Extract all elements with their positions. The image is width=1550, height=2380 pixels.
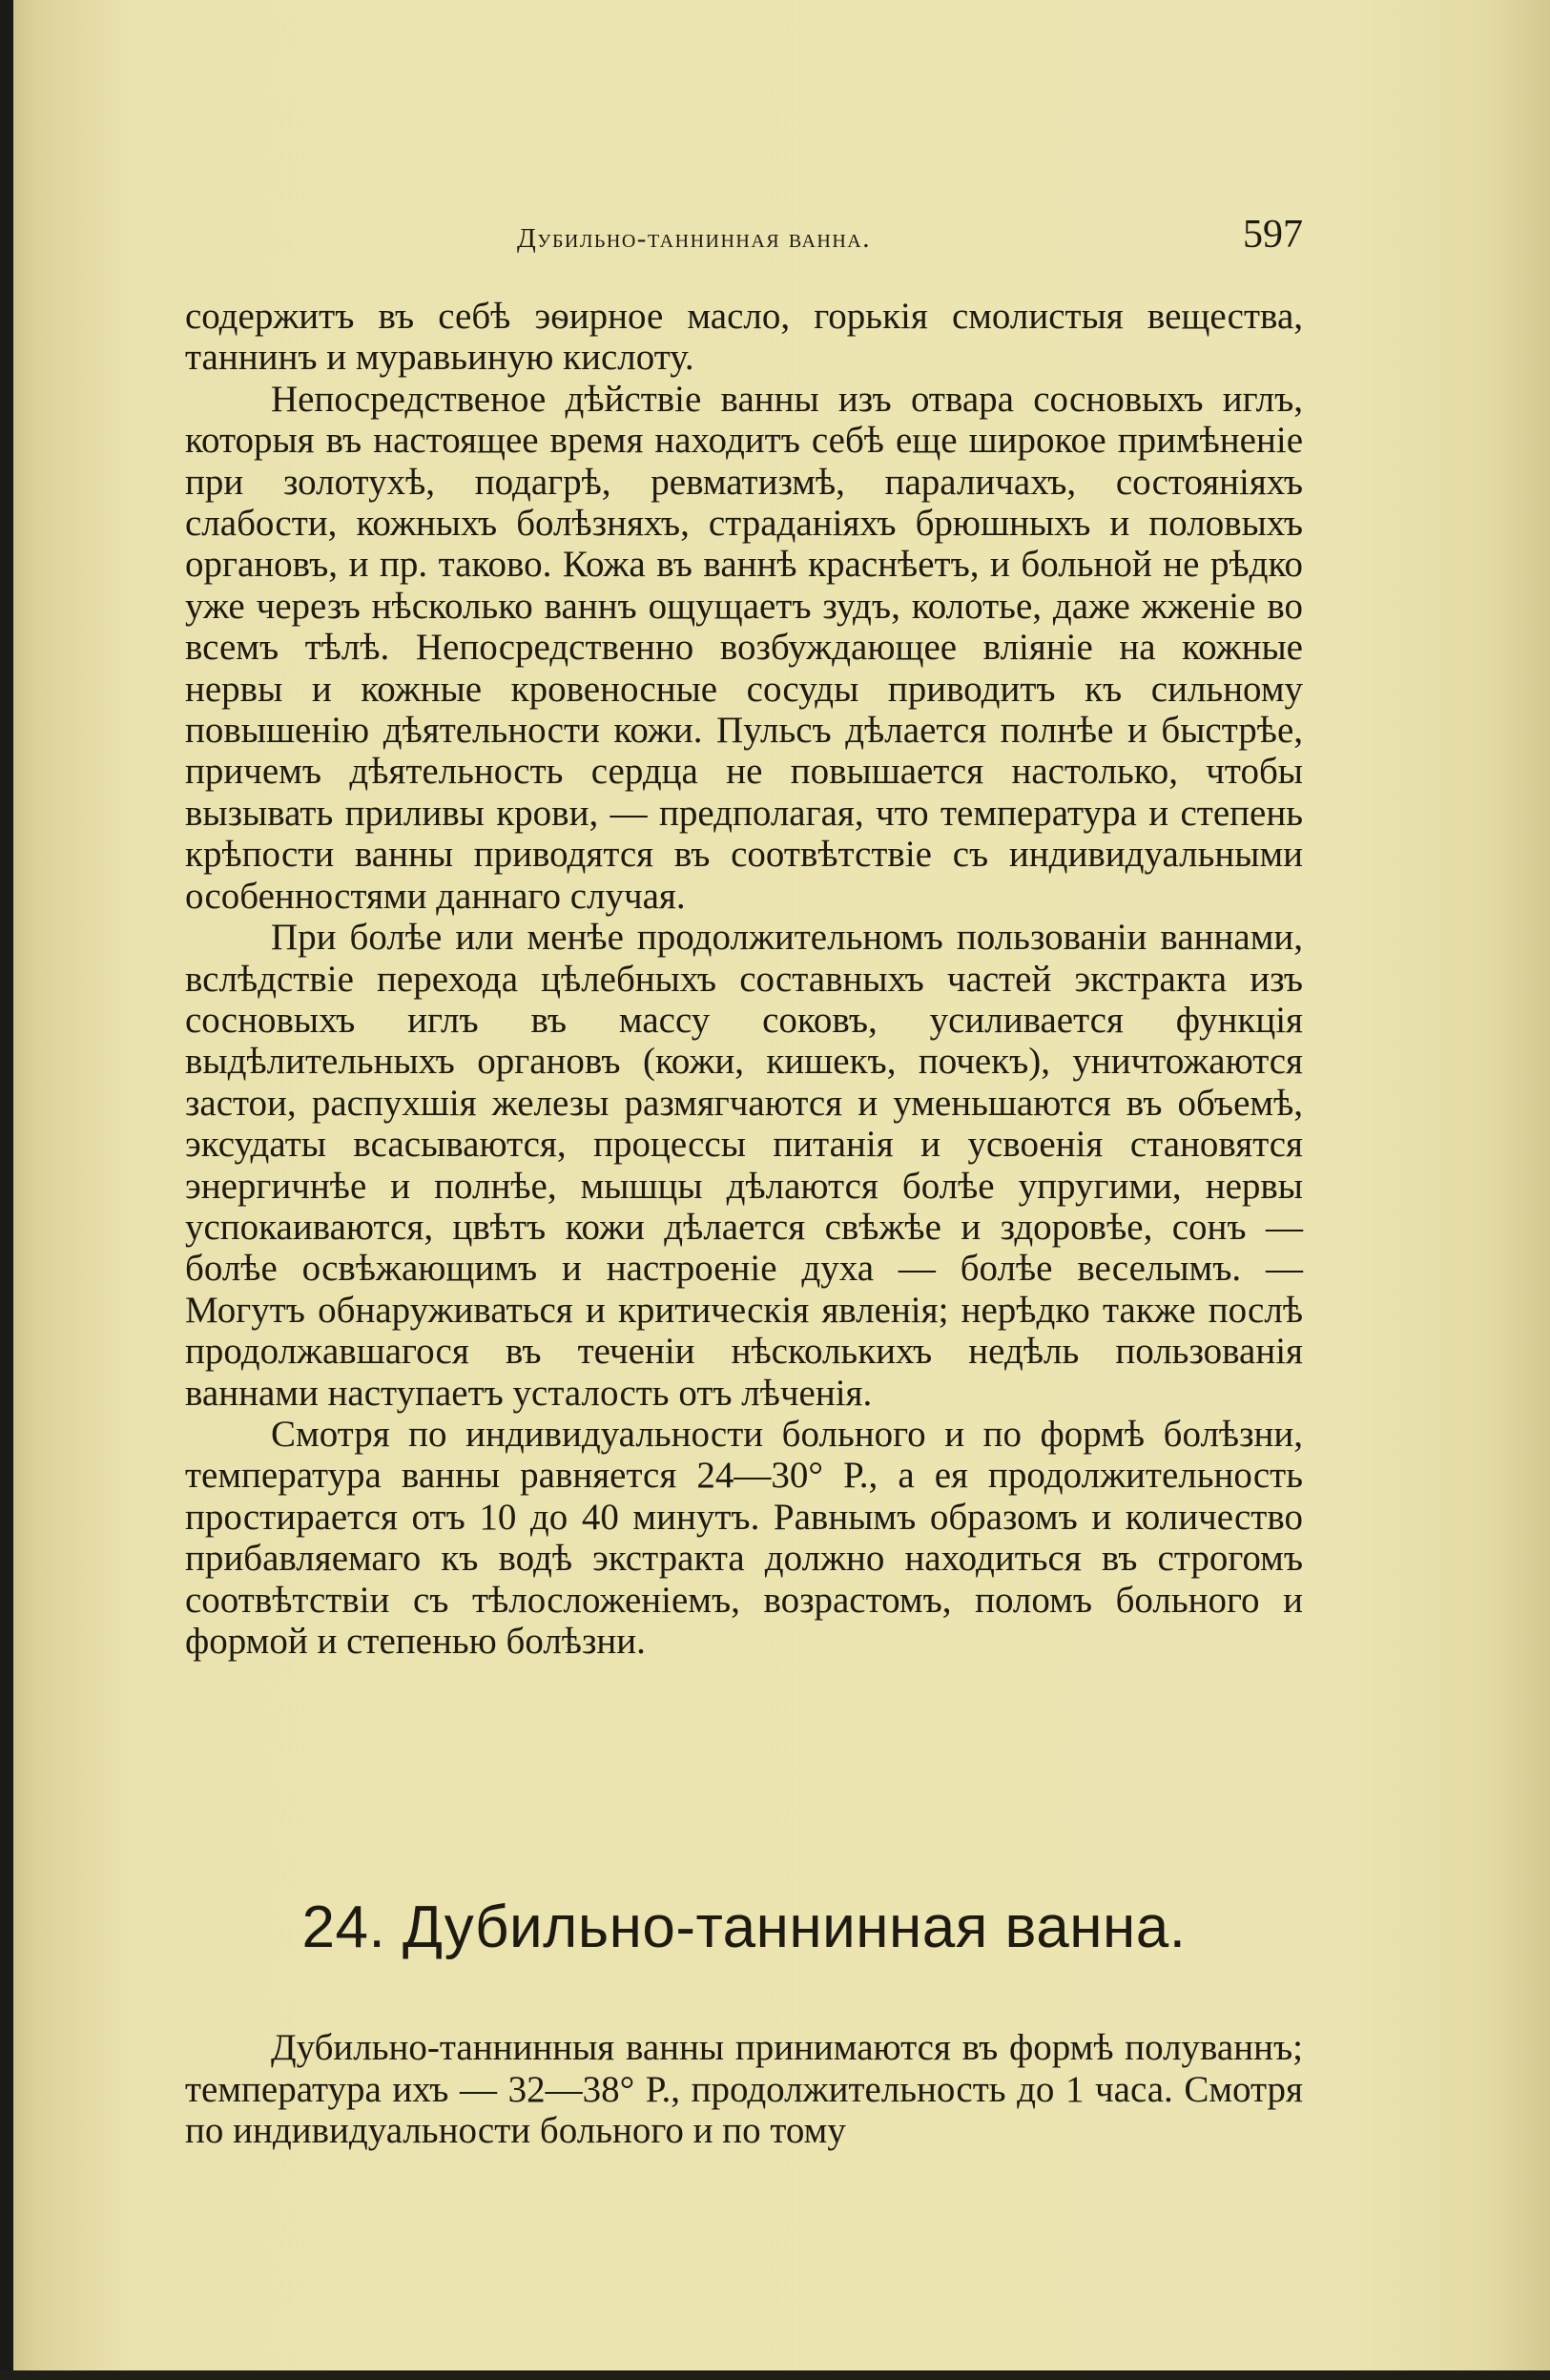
running-header: [185, 212, 1303, 269]
section-heading: 24. Дубильно-таннинная ванна.: [301, 1894, 1187, 1960]
running-title: Дубильно-таннинная ванна.: [517, 223, 871, 254]
page-number: 597: [1243, 213, 1303, 257]
section-paragraph-1: Дубильно-таннинныя ванны принимаются въ формѣ полуваннъ; температура ихъ — 32—38° Р., продолжительность до 1 часа. Смотря по индивидуальности больного и по тому: [185, 2027, 1303, 2151]
body-text: [185, 296, 1303, 1662]
paragraph-3: При болѣе или менѣе продолжительномъ пользованіи ваннами, вслѣдствіе перехода цѣлебныхъ составныхъ частей экстракта изъ сосновыхъ иглъ въ массу соковъ, усиливается функція выдѣлительныхъ органовъ (кожи, кишекъ, почекъ), уничтожаются застои, распухшія железы размягчаются и уменьшаются въ объемѣ, эксудаты всасываются, процессы питанія и усвоенія становятся энергичнѣе и полнѣе, мышцы дѣлаются болѣе упругими, нервы успокаиваются, цвѣтъ кожи дѣлается свѣжѣе и здоровѣе, сонъ — болѣе освѣжающимъ и настроеніе духа — болѣе веселымъ. — Могутъ обнаруживаться и критическія явленія; нерѣдко также послѣ продолжавшагося въ теченіи нѣсколькихъ недѣль пользованія ваннами наступаетъ усталость отъ лѣченія.: [185, 917, 1303, 1414]
paragraph-2: Непосредственое дѣйствіе ванны изъ отвара сосновыхъ иглъ, которыя въ настоящее время находитъ себѣ еще широкое примѣненіе при золотухѣ, подагрѣ, ревматизмѣ, параличахъ, состояніяхъ слабости, кожныхъ болѣзняхъ, страданіяхъ брюшныхъ и половыхъ органовъ, и пр. таково. Кожа въ ваннѣ краснѣетъ, и больной не рѣдко уже черезъ нѣсколько ваннъ ощущаетъ зудъ, колотье, даже жженіе во всемъ тѣлѣ. Непосредственно возбуждающее вліяніе на кожные нервы и кожные кровеносные сосуды приводитъ къ сильному повышенію дѣятельности кожи. Пульсъ дѣлается полнѣе и быстрѣе, причемъ дѣятельность сердца не повышается настолько, чтобы вызывать приливы крови, — предполагая, что температура и степень крѣпости ванны приводятся въ соотвѣтствіе съ индивидуальными особенностями даннаго случая.: [185, 378, 1303, 917]
paragraph-4: Смотря по индивидуальности больного и по формѣ болѣзни, температура ванны равняется 24—30° Р., а ея продолжительность простирается отъ 10 до 40 минутъ. Равнымъ образомъ и количество прибавляемаго къ водѣ экстракта должно находиться въ строгомъ соотвѣтствіи съ тѣлосложеніемъ, возрастомъ, поломъ больного и формой и степенью болѣзни.: [185, 1413, 1303, 1662]
paragraph-1: содержитъ въ себѣ эѳирное масло, горькія смолистыя вещества, таннинъ и муравьиную кислоту.: [185, 296, 1303, 379]
section-text: [185, 2027, 1303, 2152]
scan-left-edge: [0, 0, 13, 2380]
scan-bottom-edge: [0, 2370, 1550, 2380]
